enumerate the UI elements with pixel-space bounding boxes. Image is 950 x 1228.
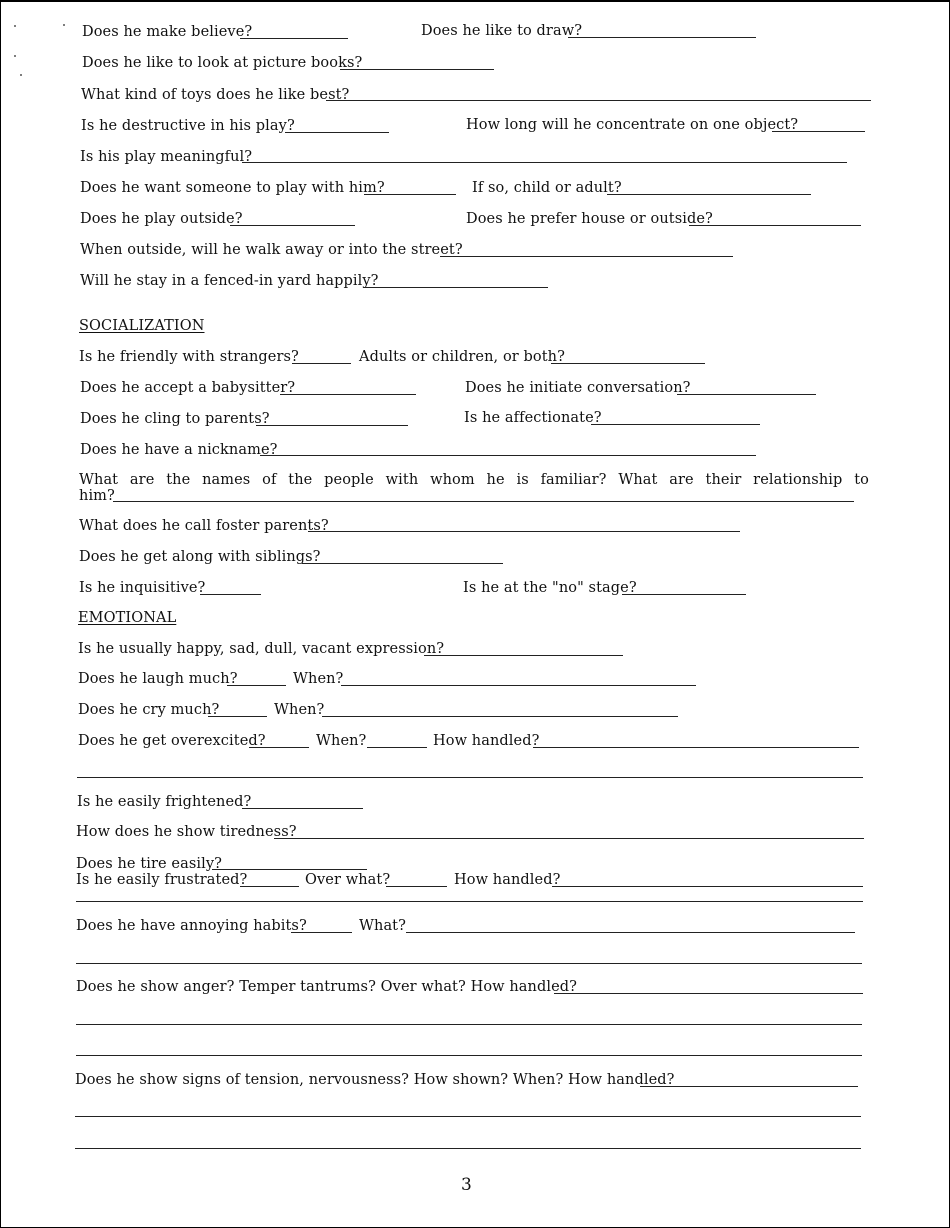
q-tension: Does he show signs of tension, nervousness? How shown? When? How handled? <box>75 1072 675 1088</box>
q-no-stage: Is he at the "no" stage? <box>463 580 637 596</box>
q-house-or-outside: Does he prefer house or outside? <box>466 211 713 227</box>
answer-line-no-stage[interactable] <box>622 594 746 595</box>
answer-line-call-foster[interactable] <box>308 531 740 532</box>
q-cry-much: Does he cry much? <box>78 702 220 718</box>
q-kind-of-toys: What kind of toys does he like best? <box>81 87 350 103</box>
answer-line-habits-extra[interactable] <box>76 963 862 964</box>
q-concentrate: How long will he concentrate on one object? <box>466 117 799 133</box>
answer-line-child-or-adult[interactable] <box>607 194 811 195</box>
scan-speck <box>14 25 16 27</box>
answer-line-nickname[interactable] <box>260 455 756 456</box>
answer-line-house-or-outside[interactable] <box>689 225 861 226</box>
answer-line-annoying-habits[interactable] <box>291 932 352 933</box>
answer-line-babysitter[interactable] <box>280 394 416 395</box>
answer-line-overexcited-when[interactable] <box>367 747 427 748</box>
answer-line-frustrated-extra[interactable] <box>76 901 863 902</box>
answer-line-adults-children[interactable] <box>551 363 705 364</box>
q-anger: Does he show anger? Temper tantrums? Over what? How handled? <box>76 979 578 995</box>
q-adults-children: Adults or children, or both? <box>359 349 565 365</box>
q-nickname: Does he have a nickname? <box>80 442 278 458</box>
answer-line-frustrated-handled[interactable] <box>552 886 863 887</box>
q-siblings: Does he get along with siblings? <box>79 549 321 565</box>
scan-speck <box>14 55 16 57</box>
q-familiar-people-line2: him? <box>79 488 115 504</box>
answer-line-overexcited-handled[interactable] <box>533 747 859 748</box>
answer-line-play-outside[interactable] <box>230 225 355 226</box>
q-cry-when: When? <box>274 702 325 718</box>
answer-line-laugh-much[interactable] <box>227 685 286 686</box>
q-cling-parents: Does he cling to parents? <box>80 411 270 427</box>
answer-line-tire-easily[interactable] <box>212 869 367 870</box>
q-frightened: Is he easily frightened? <box>77 794 252 810</box>
answer-line-affectionate[interactable] <box>591 424 760 425</box>
q-call-foster: What does he call foster parents? <box>79 518 329 534</box>
answer-line-kind-of-toys[interactable] <box>326 100 871 101</box>
answer-line-play-meaningful[interactable] <box>242 162 847 163</box>
answer-line-cry-much[interactable] <box>208 716 267 717</box>
q-frustrated: Is he easily frustrated? <box>76 872 248 888</box>
answer-line-tiredness[interactable] <box>274 838 864 839</box>
q-frustrated-over: Over what? <box>305 872 391 888</box>
q-overexcited: Does he get overexcited? <box>78 733 266 749</box>
answer-line-friendly-strangers[interactable] <box>292 363 351 364</box>
q-destructive: Is he destructive in his play? <box>81 118 295 134</box>
answer-line-expression[interactable] <box>424 655 623 656</box>
answer-line-habits-what[interactable] <box>406 932 855 933</box>
q-familiar-people-line1: What are the names of the people with whom he is familiar? What are their relationship to <box>79 472 869 488</box>
q-expression: Is he usually happy, sad, dull, vacant expression? <box>78 641 445 657</box>
q-picture-books: Does he like to look at picture books? <box>82 55 363 71</box>
answer-line-fenced-yard[interactable] <box>364 287 548 288</box>
scan-speck <box>63 24 65 26</box>
q-overexcited-handled: How handled? <box>433 733 540 749</box>
heading-socialization: SOCIALIZATION <box>79 318 205 334</box>
q-someone-to-play: Does he want someone to play with him? <box>80 180 385 196</box>
answer-line-anger-extra-2[interactable] <box>76 1055 862 1056</box>
q-walk-away: When outside, will he walk away or into the street? <box>80 242 463 258</box>
answer-line-overexcited-extra[interactable] <box>77 777 863 778</box>
q-annoying-habits: Does he have annoying habits? <box>76 918 307 934</box>
answer-line-picture-books[interactable] <box>340 69 494 70</box>
heading-emotional: EMOTIONAL <box>78 610 177 626</box>
q-friendly-strangers: Is he friendly with strangers? <box>79 349 299 365</box>
q-initiate-conversation: Does he initiate conversation? <box>465 380 691 396</box>
answer-line-initiate-conversation[interactable] <box>677 394 816 395</box>
answer-line-tension-extra-1[interactable] <box>75 1116 861 1117</box>
answer-line-familiar-people[interactable] <box>113 501 854 502</box>
q-laugh-when: When? <box>293 671 344 687</box>
q-make-believe: Does he make believe? <box>82 24 253 40</box>
q-child-or-adult: If so, child or adult? <box>472 180 622 196</box>
answer-line-frightened[interactable] <box>242 808 363 809</box>
answer-line-laugh-when[interactable] <box>341 685 696 686</box>
answer-line-concentrate[interactable] <box>772 131 865 132</box>
q-overexcited-when: When? <box>316 733 367 749</box>
answer-line-frustrated-over[interactable] <box>386 886 447 887</box>
answer-line-tension-extra-2[interactable] <box>75 1148 861 1149</box>
scan-speck <box>20 74 22 76</box>
q-affectionate: Is he affectionate? <box>464 410 602 426</box>
answer-line-tension[interactable] <box>640 1086 858 1087</box>
answer-line-inquisitive[interactable] <box>200 594 261 595</box>
q-frustrated-handled: How handled? <box>454 872 561 888</box>
q-tiredness: How does he show tiredness? <box>76 824 297 840</box>
answer-line-frustrated[interactable] <box>240 886 299 887</box>
q-habits-what: What? <box>359 918 406 934</box>
answer-line-anger[interactable] <box>554 993 863 994</box>
q-play-meaningful: Is his play meaningful? <box>80 149 253 165</box>
answer-line-like-to-draw[interactable] <box>568 37 756 38</box>
answer-line-siblings[interactable] <box>302 563 503 564</box>
q-laugh-much: Does he laugh much? <box>78 671 238 687</box>
q-inquisitive: Is he inquisitive? <box>79 580 206 596</box>
q-tire-easily: Does he tire easily? <box>76 856 223 872</box>
q-like-to-draw: Does he like to draw? <box>421 23 583 39</box>
answer-line-cling-parents[interactable] <box>256 425 408 426</box>
page-number: 3 <box>461 1175 472 1195</box>
answer-line-destructive[interactable] <box>285 132 389 133</box>
q-babysitter: Does he accept a babysitter? <box>80 380 296 396</box>
answer-line-make-believe[interactable] <box>240 38 348 39</box>
q-play-outside: Does he play outside? <box>80 211 243 227</box>
answer-line-someone-to-play[interactable] <box>364 194 456 195</box>
answer-line-walk-away[interactable] <box>440 256 733 257</box>
answer-line-anger-extra-1[interactable] <box>76 1024 862 1025</box>
q-fenced-yard: Will he stay in a fenced-in yard happily? <box>80 273 379 289</box>
answer-line-overexcited[interactable] <box>249 747 309 748</box>
answer-line-cry-when[interactable] <box>322 716 678 717</box>
